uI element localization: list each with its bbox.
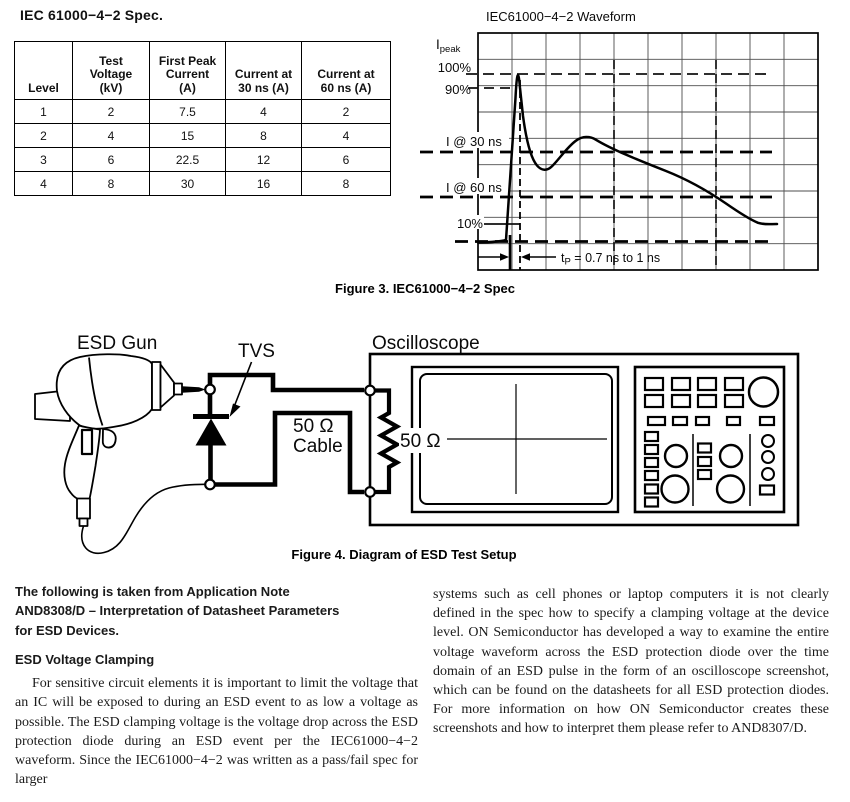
gun-connector-tip (80, 519, 88, 527)
table-cell: 2 (15, 124, 73, 148)
table-row (15, 100, 391, 124)
gun-trigger (103, 429, 116, 448)
top-wire (210, 375, 364, 391)
table-cell: 4 (73, 124, 150, 148)
resistor-label: 50 Ω (400, 431, 441, 452)
table-cell: 1 (15, 100, 73, 124)
table-row (15, 172, 391, 196)
tp-annotation: $t_P = 0.7$ ns to 1 ns (561, 251, 661, 268)
table-cell: 7.5 (150, 100, 226, 124)
table-cell: 22.5 (150, 148, 226, 172)
label-i30: I @ 30 ns (446, 134, 502, 149)
figure3-caption: Figure 3. IEC61000−4−2 Spec (335, 281, 515, 296)
esd-test-setup-diagram (0, 318, 850, 572)
right-arrowhead-icon (500, 253, 509, 261)
body-paragraph-left: For sensitive circuit elements it is important to limit the voltage that an IC will be exposed to during an ESD event to as low a voltage as possible. The ESD clamping voltage is the voltage drop across the ESD protection diode during an ESD event per the IEC61000−4−2 waveform. Since the IEC61000−4−2 was written as a pass/fail spec for larger (15, 676, 418, 788)
gun-ground-cable (82, 484, 206, 553)
section-heading: ESD Voltage Clamping (15, 651, 155, 667)
table-cell: 12 (226, 148, 302, 172)
scope-knob (665, 445, 687, 467)
diode-triangle (196, 419, 227, 446)
oscilloscope-label: Oscilloscope (372, 333, 480, 354)
table-header-cell: Current at 60 ns (A) (302, 42, 391, 100)
table-cell: 6 (302, 148, 391, 172)
esd-gun-drawing (35, 354, 206, 553)
table-header-cell: Test Voltage (kV) (73, 42, 150, 100)
table-cell: 16 (226, 172, 302, 196)
spec-table-title: IEC 61000−4−2 Spec. (20, 7, 164, 23)
scope-knob (749, 378, 778, 407)
table-cell: 4 (226, 100, 302, 124)
scope-knob (717, 476, 744, 503)
table-header-cell: First Peak Current (A) (150, 42, 226, 100)
scope-knob (662, 476, 689, 503)
cable-label-line2: Cable (293, 436, 343, 457)
scope-control-panel (635, 367, 784, 512)
tvs-arrow-line (234, 362, 252, 407)
table-cell: 2 (73, 100, 150, 124)
table-row (15, 124, 391, 148)
table-cell: 15 (150, 124, 226, 148)
label-i60: I @ 60 ns (446, 180, 502, 195)
table-cell: 8 (73, 172, 150, 196)
tvs-arrowhead-icon (230, 404, 241, 418)
table-cell: 3 (15, 148, 73, 172)
table-cell: 8 (226, 124, 302, 148)
cable-label-line1: 50 Ω (293, 416, 334, 437)
text-column-right (433, 585, 829, 739)
gun-nozzle-ring (152, 362, 161, 410)
table-cell: 2 (302, 100, 391, 124)
spec-table-body (15, 100, 391, 196)
table-header-cell: Level (15, 42, 73, 100)
table-cell: 4 (15, 172, 73, 196)
left-arrowhead-icon (521, 253, 530, 261)
chart-title: IEC61000−4−2 Waveform (486, 9, 636, 24)
gun-body (57, 354, 152, 429)
figure4-caption: Figure 4. Diagram of ESD Test Setup (291, 547, 517, 562)
label-10: 10% (456, 216, 483, 231)
table-cell: 8 (302, 172, 391, 196)
waveform-figure (420, 0, 850, 300)
body-paragraph-right: systems such as cell phones or laptop computers it is not clearly defined in the spec how to specify a clamping voltage at the device level. ON Semiconductor has developed a way to examine the entire voltage waveform across the ESD protection diode over the time domain of an ESD pulse in the form of an oscilloscope screenshot, which can be found on the datasheets for all ESD protection diodes. For more information on how ON Semiconductor creates these screenshots and how to interpret them please refer to AND8307/D. (433, 587, 829, 737)
table-header-row (15, 42, 391, 100)
gun-discharge-tip (182, 386, 206, 393)
spec-table (14, 41, 391, 196)
table-row (15, 148, 391, 172)
scope-knob (720, 445, 742, 467)
ipeak-label: $I_{peak}$ (436, 37, 461, 55)
app-note-intro: The following is taken from Application Note AND8308/D – Interpretation of Datasheet Parameters for ESD Devices. (15, 584, 340, 638)
gun-nozzle-base (174, 384, 182, 395)
esd-gun-label: ESD Gun (77, 333, 158, 354)
table-cell: 6 (73, 148, 150, 172)
gun-nozzle-cone (161, 365, 175, 408)
table-cell: 30 (150, 172, 226, 196)
gun-connector (77, 499, 90, 519)
text-column-left (15, 582, 418, 789)
label-90: 90% (444, 82, 471, 97)
tvs-label: TVS (238, 341, 275, 362)
label-100: 100% (437, 60, 471, 75)
circuit-wires (210, 375, 364, 492)
table-header-cell: Current at 30 ns (A) (226, 42, 302, 100)
gun-trigger-slot (82, 430, 92, 454)
table-cell: 4 (302, 124, 391, 148)
